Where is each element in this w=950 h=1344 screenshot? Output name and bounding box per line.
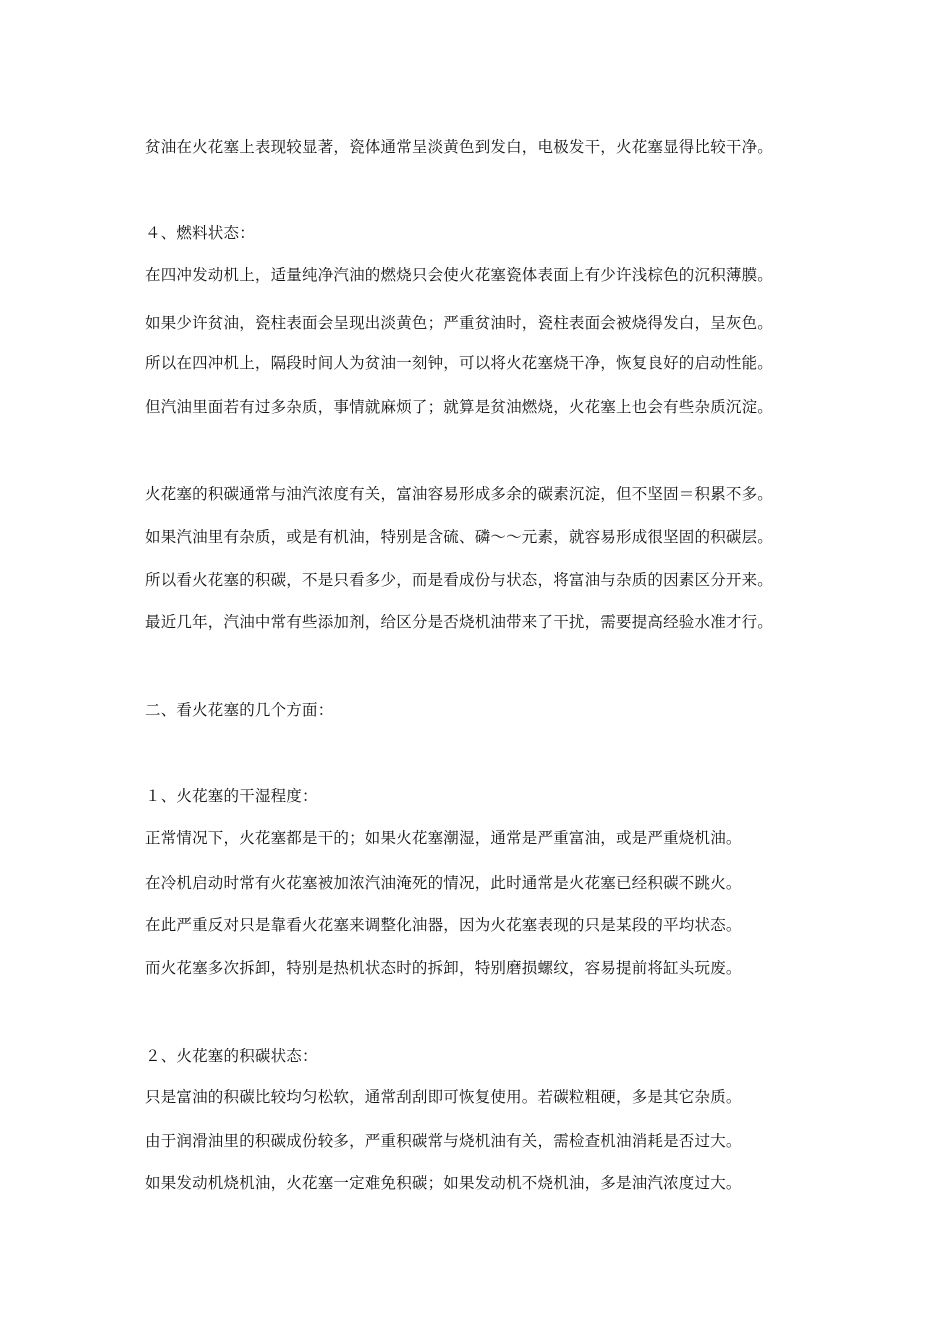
carbon-paragraph-line: 如果汽油里有杂质，或是有机油，特别是含硫、磷～～元素，就容易形成很坚固的积碳层。 xyxy=(145,528,774,546)
carbon-state-line: 由于润滑油里的积碳成份较多，严重积碳常与烧机油有关，需检查机油消耗是否过大。 xyxy=(145,1132,742,1150)
section-heading-two: 二、看火花塞的几个方面： xyxy=(145,701,334,719)
dryness-line: 在冷机启动时常有火花塞被加浓汽油淹死的情况，此时通常是火花塞已经积碳不跳火。 xyxy=(145,874,742,892)
dryness-line: 正常情况下，火花塞都是干的；如果火花塞潮湿，通常是严重富油，或是严重烧机油。 xyxy=(145,829,742,847)
carbon-paragraph-line: 所以看火花塞的积碳，不是只看多少，而是看成份与状态，将富油与杂质的因素区分开来。 xyxy=(145,571,774,589)
fuel-state-line: 在四冲发动机上，适量纯净汽油的燃烧只会使火花塞瓷体表面上有少许浅棕色的沉积薄膜。 xyxy=(145,266,774,284)
section-heading-dryness: １、火花塞的干湿程度： xyxy=(145,787,318,805)
fuel-state-line: 所以在四冲机上，隔段时间人为贫油一刻钟，可以将火花塞烧干净，恢复良好的启动性能。 xyxy=(145,354,774,372)
section-heading-carbon-state: ２、火花塞的积碳状态： xyxy=(145,1047,318,1065)
carbon-state-line: 如果发动机烧机油，火花塞一定难免积碳；如果发动机不烧机油，多是油汽浓度过大。 xyxy=(145,1174,742,1192)
fuel-state-line: 但汽油里面若有过多杂质，事情就麻烦了；就算是贫油燃烧，火花塞上也会有些杂质沉淀。 xyxy=(145,398,774,416)
intro-paragraph-line: 贫油在火花塞上表现较显著，瓷体通常呈淡黄色到发白，电极发干，火花塞显得比较干净。 xyxy=(145,138,774,156)
dryness-line: 在此严重反对只是靠看火花塞来调整化油器，因为火花塞表现的只是某段的平均状态。 xyxy=(145,916,742,934)
carbon-state-line: 只是富油的积碳比较均匀松软，通常刮刮即可恢复使用。若碳粒粗硬，多是其它杂质。 xyxy=(145,1088,742,1106)
carbon-paragraph-line: 最近几年，汽油中常有些添加剂，给区分是否烧机油带来了干扰，需要提高经验水准才行。 xyxy=(145,613,774,631)
dryness-line: 而火花塞多次拆卸，特别是热机状态时的拆卸，特别磨损螺纹，容易提前将缸头玩废。 xyxy=(145,959,742,977)
carbon-paragraph-line: 火花塞的积碳通常与油汽浓度有关，富油容易形成多余的碳素沉淀，但不坚固＝积累不多。 xyxy=(145,485,774,503)
fuel-state-line: 如果少许贫油，瓷柱表面会呈现出淡黄色；严重贫油时，瓷柱表面会被烧得发白，呈灰色。 xyxy=(145,314,774,332)
section-heading-fuel-state: ４、燃料状态： xyxy=(145,224,255,242)
